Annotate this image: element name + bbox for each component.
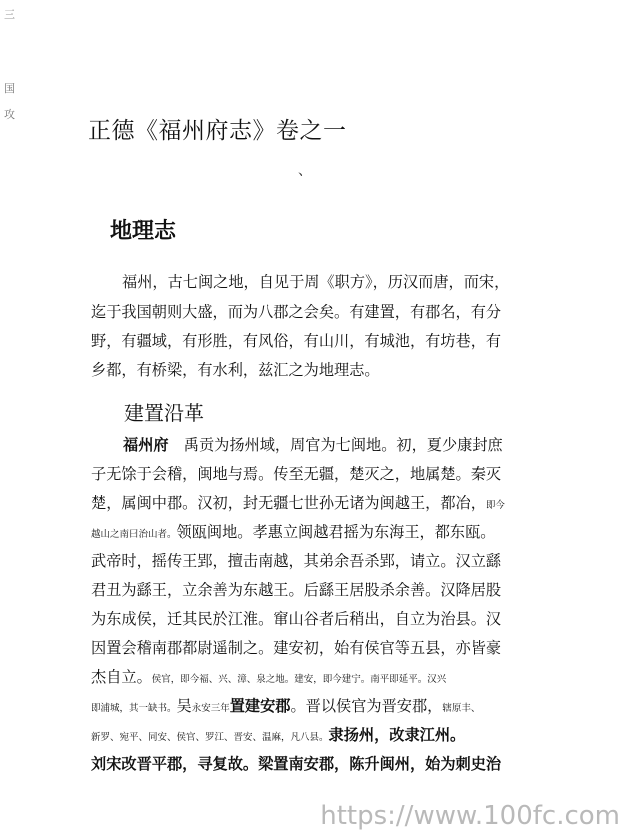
volume-title: 正德《福州府志》卷之一 xyxy=(88,118,347,144)
annotation-note: 辖原丰、 xyxy=(442,703,481,714)
prefecture-name: 福州府 xyxy=(123,436,169,454)
body-line-1 xyxy=(123,431,503,459)
margin-mark-bottom: 攻 xyxy=(4,108,15,121)
annotation-note: 即浦城，其一缺书。 xyxy=(91,703,177,714)
body-line-11 xyxy=(91,721,465,749)
subsection-title: 建置沿革 xyxy=(124,401,204,425)
body-text: 领瓯闽地。孝惠立闽越君摇为东海王，都东瓯。 xyxy=(176,523,496,541)
decorative-dot: 、 xyxy=(298,163,312,179)
body-bold-text: 置建安郡 xyxy=(229,697,291,715)
body-text: 禹贡为扬州域，周官为七闽地。初，夏少康封庶 xyxy=(168,436,503,454)
annotation-note: 即今 xyxy=(485,500,505,511)
body-line-2: 子无馀于会稽，闽地与焉。传至无疆，楚灭之，地属楚。秦灭 xyxy=(91,465,502,483)
watermark-url: https://www.100fc.com xyxy=(320,801,620,831)
annotation-note: 侯官，即今福、兴、漳、泉之地。建安，即今建宁。南平即延平。汉兴 xyxy=(151,674,447,685)
body-text: 吴 xyxy=(176,697,192,715)
annotation-note: 新罗、宛平、同安、侯官、罗江、晋安、温麻，凡八县。 xyxy=(91,732,329,743)
body-bold-text: 隶扬州，改隶江州。 xyxy=(328,726,466,744)
body-text: 。晋以侯官为晋安郡， xyxy=(290,697,443,715)
body-text: 楚，属闽中郡。汉初，封无疆七世孙无诸为闽越王，都冶， xyxy=(91,494,486,512)
margin-mark-middle: 国 xyxy=(4,82,15,95)
annotation-note: 越山之南曰治山者。 xyxy=(91,529,177,540)
intro-line-3: 野，有疆域，有形胜，有风俗，有山川，有城池，有坊巷，有 xyxy=(91,332,502,350)
body-text: 杰自立。 xyxy=(91,668,152,686)
body-line-12: 刘宋改晋平郡，寻复故。梁置南安郡，陈升闽州，始为刺史治 xyxy=(91,755,502,773)
body-line-8: 因置会稽南郡都尉遥制之。建安初，始有侯官等五县，亦皆豪 xyxy=(91,639,502,657)
margin-mark-top: 三 xyxy=(4,8,15,21)
body-line-5: 武帝时，摇传王郢，擅击南越，其弟余吾杀郢，请立。汉立繇 xyxy=(91,552,502,570)
section-title: 地理志 xyxy=(110,219,177,244)
annotation-note: 永安三年 xyxy=(191,703,230,714)
body-line-10 xyxy=(91,692,480,720)
body-line-7: 为东成侯，迁其民於江淮。窜山谷者后稍出，自立为治县。汉 xyxy=(91,610,502,628)
intro-line-4: 乡都，有桥梁，有水利，兹汇之为地理志。 xyxy=(91,361,380,379)
body-line-9 xyxy=(91,663,446,691)
intro-line-2: 迄于我国朝则大盛，而为八郡之会矣。有建置，有郡名，有分 xyxy=(91,303,502,321)
intro-line-1: 福州，古七闽之地，自见于周《职方》，历汉而唐，而宋， xyxy=(122,273,510,291)
body-line-6: 君丑为繇王，立余善为东越王。后繇王居股杀余善。汉降居股 xyxy=(91,581,502,599)
body-line-4 xyxy=(91,518,495,546)
body-line-3 xyxy=(91,489,505,517)
